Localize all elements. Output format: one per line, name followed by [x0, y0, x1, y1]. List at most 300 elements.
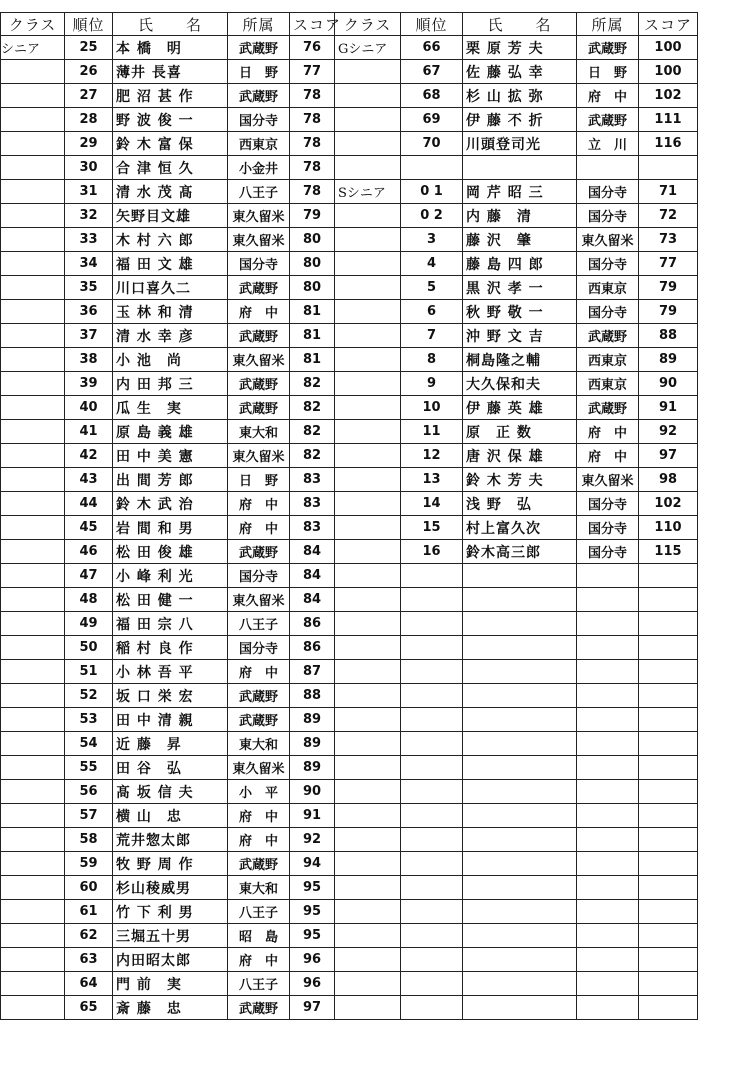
- left-class-cell: [1, 948, 65, 972]
- left-affiliation-cell: 東久留米: [228, 756, 290, 780]
- right-rank-cell: 10: [401, 396, 463, 420]
- left-rank-cell: 48: [65, 588, 113, 612]
- right-score-cell: 97: [639, 444, 698, 468]
- right-affiliation-cell: [577, 972, 639, 996]
- right-name-cell: 村上富久次: [463, 516, 577, 540]
- right-rank-cell: 15: [401, 516, 463, 540]
- left-score-cell: 82: [290, 372, 335, 396]
- left-rank-cell: 37: [65, 324, 113, 348]
- table-row: [1, 396, 698, 420]
- left-affiliation-cell: 府 中: [228, 828, 290, 852]
- right-class-cell: Sシニア: [335, 180, 401, 204]
- right-rank-cell: [401, 852, 463, 876]
- left-score-cell: 89: [290, 756, 335, 780]
- header-rank-right: 順位: [401, 13, 463, 36]
- left-score-cell: 81: [290, 300, 335, 324]
- table-row: [1, 492, 698, 516]
- right-affiliation-cell: 西東京: [577, 372, 639, 396]
- left-name-cell: 松 田 俊 雄: [113, 540, 228, 564]
- left-affiliation-cell: 小金井: [228, 156, 290, 180]
- left-name-cell: 髙 坂 信 夫: [113, 780, 228, 804]
- left-affiliation-cell: 武蔵野: [228, 852, 290, 876]
- left-score-cell: 89: [290, 708, 335, 732]
- left-name-cell: 薄井 長喜: [113, 60, 228, 84]
- table-row: [1, 852, 698, 876]
- left-rank-cell: 40: [65, 396, 113, 420]
- left-class-cell: [1, 900, 65, 924]
- right-rank-cell: [401, 156, 463, 180]
- left-affiliation-cell: 日 野: [228, 468, 290, 492]
- left-affiliation-cell: 武蔵野: [228, 36, 290, 60]
- right-rank-cell: [401, 804, 463, 828]
- left-rank-cell: 59: [65, 852, 113, 876]
- left-name-cell: 原 島 義 雄: [113, 420, 228, 444]
- right-name-cell: [463, 780, 577, 804]
- left-class-cell: [1, 924, 65, 948]
- right-rank-cell: 6: [401, 300, 463, 324]
- right-affiliation-cell: [577, 612, 639, 636]
- left-name-cell: 木 村 六 郎: [113, 228, 228, 252]
- right-affiliation-cell: [577, 924, 639, 948]
- right-rank-cell: 66: [401, 36, 463, 60]
- left-rank-cell: 47: [65, 564, 113, 588]
- right-score-cell: 72: [639, 204, 698, 228]
- right-rank-cell: [401, 636, 463, 660]
- header-affiliation-left: 所属: [228, 13, 290, 36]
- right-score-cell: [639, 780, 698, 804]
- right-rank-cell: 12: [401, 444, 463, 468]
- left-name-cell: 瓜 生 実: [113, 396, 228, 420]
- left-score-cell: 82: [290, 420, 335, 444]
- right-name-cell: 黒 沢 孝 一: [463, 276, 577, 300]
- left-class-cell: [1, 804, 65, 828]
- right-name-cell: [463, 948, 577, 972]
- left-name-cell: 竹 下 利 男: [113, 900, 228, 924]
- right-rank-cell: [401, 660, 463, 684]
- right-rank-cell: [401, 876, 463, 900]
- left-class-cell: シニア: [1, 36, 65, 60]
- right-name-cell: [463, 684, 577, 708]
- left-name-cell: 斎 藤 忠: [113, 996, 228, 1020]
- left-name-cell: 杉山稜威男: [113, 876, 228, 900]
- left-rank-cell: 41: [65, 420, 113, 444]
- table-row: [1, 828, 698, 852]
- left-affiliation-cell: 東久留米: [228, 228, 290, 252]
- header-rank-left: 順位: [65, 13, 113, 36]
- right-score-cell: 89: [639, 348, 698, 372]
- table-row: [1, 564, 698, 588]
- left-class-cell: [1, 252, 65, 276]
- left-score-cell: 91: [290, 804, 335, 828]
- table-row: [1, 348, 698, 372]
- right-class-cell: [335, 516, 401, 540]
- left-score-cell: 83: [290, 492, 335, 516]
- right-name-cell: 藤 島 四 郎: [463, 252, 577, 276]
- right-affiliation-cell: 国分寺: [577, 516, 639, 540]
- table-row: [1, 324, 698, 348]
- right-score-cell: 115: [639, 540, 698, 564]
- right-rank-cell: 3: [401, 228, 463, 252]
- left-class-cell: [1, 756, 65, 780]
- left-class-cell: [1, 684, 65, 708]
- left-class-cell: [1, 588, 65, 612]
- right-rank-cell: 16: [401, 540, 463, 564]
- left-name-cell: 本 橋 明: [113, 36, 228, 60]
- left-class-cell: [1, 60, 65, 84]
- left-class-cell: [1, 324, 65, 348]
- right-class-cell: [335, 996, 401, 1020]
- left-score-cell: 78: [290, 84, 335, 108]
- right-affiliation-cell: 府 中: [577, 84, 639, 108]
- left-class-cell: [1, 972, 65, 996]
- left-name-cell: 松 田 健 一: [113, 588, 228, 612]
- right-rank-cell: [401, 828, 463, 852]
- header-name-left: 氏 名: [113, 13, 228, 36]
- table-row: [1, 924, 698, 948]
- right-affiliation-cell: [577, 996, 639, 1020]
- left-rank-cell: 55: [65, 756, 113, 780]
- left-class-cell: [1, 444, 65, 468]
- left-score-cell: 78: [290, 108, 335, 132]
- table-row: [1, 708, 698, 732]
- left-name-cell: 清 水 幸 彦: [113, 324, 228, 348]
- left-affiliation-cell: 府 中: [228, 660, 290, 684]
- left-rank-cell: 38: [65, 348, 113, 372]
- right-rank-cell: [401, 732, 463, 756]
- left-score-cell: 96: [290, 972, 335, 996]
- left-affiliation-cell: 八王子: [228, 972, 290, 996]
- right-affiliation-cell: [577, 900, 639, 924]
- header-row: [1, 13, 698, 36]
- right-affiliation-cell: 武蔵野: [577, 396, 639, 420]
- right-rank-cell: 68: [401, 84, 463, 108]
- left-class-cell: [1, 876, 65, 900]
- right-class-cell: [335, 924, 401, 948]
- left-name-cell: 門 前 実: [113, 972, 228, 996]
- right-score-cell: 102: [639, 492, 698, 516]
- table-row: [1, 900, 698, 924]
- left-affiliation-cell: 東大和: [228, 732, 290, 756]
- right-rank-cell: [401, 684, 463, 708]
- right-name-cell: 佐 藤 弘 幸: [463, 60, 577, 84]
- left-affiliation-cell: 八王子: [228, 612, 290, 636]
- left-name-cell: 稲 村 良 作: [113, 636, 228, 660]
- right-affiliation-cell: 府 中: [577, 420, 639, 444]
- right-name-cell: 岡 芹 昭 三: [463, 180, 577, 204]
- right-class-cell: [335, 84, 401, 108]
- left-class-cell: [1, 300, 65, 324]
- left-score-cell: 90: [290, 780, 335, 804]
- right-rank-cell: 13: [401, 468, 463, 492]
- left-affiliation-cell: 国分寺: [228, 636, 290, 660]
- left-class-cell: [1, 852, 65, 876]
- left-score-cell: 79: [290, 204, 335, 228]
- left-score-cell: 88: [290, 684, 335, 708]
- left-score-cell: 76: [290, 36, 335, 60]
- right-score-cell: [639, 708, 698, 732]
- right-name-cell: 浅 野 弘: [463, 492, 577, 516]
- right-score-cell: 92: [639, 420, 698, 444]
- left-score-cell: 78: [290, 156, 335, 180]
- left-affiliation-cell: 日 野: [228, 60, 290, 84]
- left-class-cell: [1, 396, 65, 420]
- left-rank-cell: 56: [65, 780, 113, 804]
- left-rank-cell: 50: [65, 636, 113, 660]
- right-rank-cell: 69: [401, 108, 463, 132]
- left-affiliation-cell: 国分寺: [228, 108, 290, 132]
- left-class-cell: [1, 564, 65, 588]
- right-score-cell: 79: [639, 300, 698, 324]
- right-affiliation-cell: 西東京: [577, 348, 639, 372]
- left-affiliation-cell: 東久留米: [228, 588, 290, 612]
- left-name-cell: 小 峰 利 光: [113, 564, 228, 588]
- right-name-cell: [463, 564, 577, 588]
- left-rank-cell: 29: [65, 132, 113, 156]
- left-name-cell: 合 津 恒 久: [113, 156, 228, 180]
- left-name-cell: 横 山 忠: [113, 804, 228, 828]
- right-class-cell: [335, 804, 401, 828]
- right-score-cell: [639, 156, 698, 180]
- right-name-cell: 栗 原 芳 夫: [463, 36, 577, 60]
- right-affiliation-cell: [577, 588, 639, 612]
- right-affiliation-cell: 武蔵野: [577, 36, 639, 60]
- table-row: [1, 420, 698, 444]
- left-rank-cell: 34: [65, 252, 113, 276]
- left-score-cell: 78: [290, 180, 335, 204]
- right-affiliation-cell: 国分寺: [577, 180, 639, 204]
- right-score-cell: 91: [639, 396, 698, 420]
- left-class-cell: [1, 228, 65, 252]
- left-score-cell: 84: [290, 540, 335, 564]
- table-row: [1, 60, 698, 84]
- right-name-cell: 杉 山 拡 弥: [463, 84, 577, 108]
- left-name-cell: 坂 口 栄 宏: [113, 684, 228, 708]
- right-rank-cell: 0 2: [401, 204, 463, 228]
- table-row: [1, 636, 698, 660]
- left-name-cell: 近 藤 昇: [113, 732, 228, 756]
- right-score-cell: [639, 684, 698, 708]
- right-score-cell: [639, 948, 698, 972]
- right-rank-cell: [401, 588, 463, 612]
- left-score-cell: 86: [290, 636, 335, 660]
- header-name-right: 氏 名: [463, 13, 577, 36]
- left-name-cell: 小 池 尚: [113, 348, 228, 372]
- left-class-cell: [1, 828, 65, 852]
- left-class-cell: [1, 84, 65, 108]
- right-class-cell: [335, 876, 401, 900]
- header-score-right: スコア: [639, 13, 698, 36]
- left-name-cell: 小 林 吾 平: [113, 660, 228, 684]
- right-affiliation-cell: [577, 828, 639, 852]
- right-affiliation-cell: 武蔵野: [577, 324, 639, 348]
- right-affiliation-cell: [577, 708, 639, 732]
- right-class-cell: [335, 684, 401, 708]
- table-row: [1, 804, 698, 828]
- left-rank-cell: 26: [65, 60, 113, 84]
- left-class-cell: [1, 204, 65, 228]
- right-rank-cell: 7: [401, 324, 463, 348]
- left-affiliation-cell: 府 中: [228, 804, 290, 828]
- right-affiliation-cell: 国分寺: [577, 540, 639, 564]
- table-row: [1, 228, 698, 252]
- left-rank-cell: 52: [65, 684, 113, 708]
- left-class-cell: [1, 420, 65, 444]
- left-score-cell: 95: [290, 900, 335, 924]
- right-class-cell: [335, 60, 401, 84]
- right-rank-cell: [401, 708, 463, 732]
- right-class-cell: [335, 108, 401, 132]
- left-score-cell: 80: [290, 228, 335, 252]
- right-affiliation-cell: 日 野: [577, 60, 639, 84]
- right-class-cell: [335, 348, 401, 372]
- table-row: [1, 732, 698, 756]
- left-rank-cell: 27: [65, 84, 113, 108]
- right-name-cell: [463, 924, 577, 948]
- left-affiliation-cell: 東大和: [228, 876, 290, 900]
- table-row: [1, 780, 698, 804]
- left-rank-cell: 35: [65, 276, 113, 300]
- right-affiliation-cell: [577, 756, 639, 780]
- right-rank-cell: [401, 948, 463, 972]
- left-affiliation-cell: 武蔵野: [228, 540, 290, 564]
- left-rank-cell: 42: [65, 444, 113, 468]
- left-score-cell: 78: [290, 132, 335, 156]
- header-class-left: クラス: [1, 13, 65, 36]
- left-name-cell: 玉 林 和 清: [113, 300, 228, 324]
- left-name-cell: 田 中 美 憲: [113, 444, 228, 468]
- right-class-cell: [335, 228, 401, 252]
- right-score-cell: [639, 876, 698, 900]
- left-name-cell: 岩 間 和 男: [113, 516, 228, 540]
- right-rank-cell: 4: [401, 252, 463, 276]
- left-score-cell: 89: [290, 732, 335, 756]
- left-affiliation-cell: 府 中: [228, 516, 290, 540]
- right-score-cell: [639, 828, 698, 852]
- right-affiliation-cell: 国分寺: [577, 300, 639, 324]
- left-score-cell: 95: [290, 924, 335, 948]
- left-score-cell: 77: [290, 60, 335, 84]
- left-score-cell: 81: [290, 324, 335, 348]
- left-class-cell: [1, 996, 65, 1020]
- left-rank-cell: 39: [65, 372, 113, 396]
- right-rank-cell: 14: [401, 492, 463, 516]
- right-class-cell: [335, 612, 401, 636]
- left-rank-cell: 64: [65, 972, 113, 996]
- left-rank-cell: 30: [65, 156, 113, 180]
- left-class-cell: [1, 180, 65, 204]
- left-score-cell: 84: [290, 588, 335, 612]
- table-row: [1, 756, 698, 780]
- right-rank-cell: 0 1: [401, 180, 463, 204]
- right-class-cell: [335, 324, 401, 348]
- left-rank-cell: 25: [65, 36, 113, 60]
- table-row: [1, 540, 698, 564]
- right-score-cell: [639, 852, 698, 876]
- right-affiliation-cell: [577, 636, 639, 660]
- right-name-cell: 秋 野 敬 一: [463, 300, 577, 324]
- right-class-cell: [335, 900, 401, 924]
- right-affiliation-cell: [577, 852, 639, 876]
- right-class-cell: [335, 420, 401, 444]
- left-affiliation-cell: 府 中: [228, 948, 290, 972]
- left-class-cell: [1, 132, 65, 156]
- left-affiliation-cell: 武蔵野: [228, 708, 290, 732]
- right-class-cell: [335, 372, 401, 396]
- left-affiliation-cell: 武蔵野: [228, 396, 290, 420]
- right-class-cell: [335, 948, 401, 972]
- table-row: [1, 372, 698, 396]
- left-name-cell: 肥 沼 甚 作: [113, 84, 228, 108]
- left-rank-cell: 31: [65, 180, 113, 204]
- table-row: [1, 444, 698, 468]
- left-rank-cell: 65: [65, 996, 113, 1020]
- right-class-cell: [335, 588, 401, 612]
- right-affiliation-cell: [577, 660, 639, 684]
- left-rank-cell: 46: [65, 540, 113, 564]
- right-class-cell: [335, 252, 401, 276]
- right-rank-cell: [401, 924, 463, 948]
- left-name-cell: 野 波 俊 一: [113, 108, 228, 132]
- left-class-cell: [1, 492, 65, 516]
- left-class-cell: [1, 108, 65, 132]
- table-row: [1, 300, 698, 324]
- left-name-cell: 荒井惣太郎: [113, 828, 228, 852]
- right-class-cell: [335, 156, 401, 180]
- table-row: [1, 204, 698, 228]
- left-affiliation-cell: 東大和: [228, 420, 290, 444]
- left-name-cell: 矢野目文雄: [113, 204, 228, 228]
- left-rank-cell: 61: [65, 900, 113, 924]
- right-rank-cell: 11: [401, 420, 463, 444]
- left-rank-cell: 62: [65, 924, 113, 948]
- right-class-cell: [335, 780, 401, 804]
- right-rank-cell: [401, 972, 463, 996]
- left-score-cell: 97: [290, 996, 335, 1020]
- left-rank-cell: 45: [65, 516, 113, 540]
- left-class-cell: [1, 612, 65, 636]
- right-score-cell: 111: [639, 108, 698, 132]
- left-name-cell: 川口喜久二: [113, 276, 228, 300]
- right-score-cell: 100: [639, 36, 698, 60]
- right-score-cell: [639, 660, 698, 684]
- table-row: [1, 276, 698, 300]
- left-class-cell: [1, 780, 65, 804]
- left-class-cell: [1, 276, 65, 300]
- right-class-cell: [335, 204, 401, 228]
- right-rank-cell: [401, 996, 463, 1020]
- left-affiliation-cell: 小 平: [228, 780, 290, 804]
- left-score-cell: 82: [290, 396, 335, 420]
- table-row: [1, 588, 698, 612]
- right-name-cell: [463, 804, 577, 828]
- right-rank-cell: 67: [401, 60, 463, 84]
- right-class-cell: [335, 540, 401, 564]
- right-affiliation-cell: 武蔵野: [577, 108, 639, 132]
- right-name-cell: 大久保和夫: [463, 372, 577, 396]
- right-class-cell: Gシニア: [335, 36, 401, 60]
- left-name-cell: 田 谷 弘: [113, 756, 228, 780]
- right-score-cell: 88: [639, 324, 698, 348]
- left-name-cell: 福 田 文 雄: [113, 252, 228, 276]
- right-name-cell: [463, 708, 577, 732]
- right-class-cell: [335, 660, 401, 684]
- right-name-cell: [463, 612, 577, 636]
- right-score-cell: [639, 756, 698, 780]
- right-affiliation-cell: 国分寺: [577, 252, 639, 276]
- left-affiliation-cell: 府 中: [228, 492, 290, 516]
- left-affiliation-cell: 国分寺: [228, 252, 290, 276]
- header-affiliation-right: 所属: [577, 13, 639, 36]
